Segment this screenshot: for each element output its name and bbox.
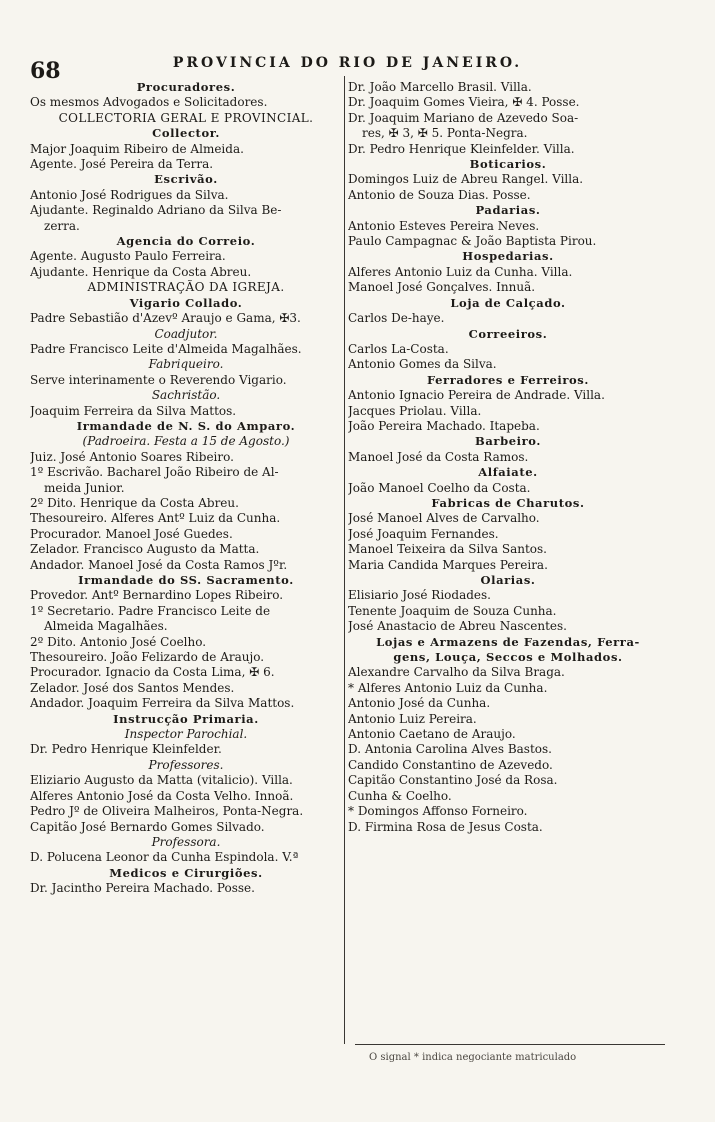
column-rule [344, 76, 345, 1044]
entry-line: Serve interinamente o Reverendo Vigario. [30, 372, 287, 387]
section-heading: Medicos e Cirurgiões. [109, 865, 263, 880]
entry-line: Andador. Joaquim Ferreira da Silva Mattos. [30, 696, 295, 711]
entry-line: Tenente Joaquim de Souza Cunha. [348, 603, 557, 618]
entry-line: Carlos La-Costa. [348, 341, 449, 356]
entry-line: * Domingos Affonso Forneiro. [348, 804, 528, 819]
entry-line: Dr. Pedro Henrique Kleinfelder. Villa. [348, 141, 575, 156]
entry-line: Candido Constantino de Azevedo. [348, 757, 553, 772]
entry-line: Eliziario Augusto da Matta (vitalicio). Villa. [30, 773, 293, 788]
entry-line: 1º Escrivão. Bacharel João Ribeiro de Al- [30, 465, 279, 480]
section-heading: Ferradores e Ferreiros. [427, 372, 589, 387]
entry-line: Antonio Esteves Pereira Neves. [348, 218, 540, 233]
entry-line: Dr. Joaquim Mariano de Azevedo Soa- [348, 110, 579, 125]
entry-line: Carlos De-haye. [348, 311, 445, 326]
subheading: Sachristão. [151, 388, 221, 403]
entry-line: Padre Francisco Leite d'Almeida Magalhães. [30, 341, 302, 356]
entry-line: Dr. Jacintho Pereira Machado. Posse. [30, 881, 255, 896]
section-heading: Collector. [152, 126, 220, 141]
section-heading: Irmandade de N. S. do Amparo. [76, 418, 296, 433]
entry-line: Domingos Luiz de Abreu Rangel. Villa. [348, 172, 584, 187]
entry-line: Major Joaquim Ribeiro de Almeida. [30, 141, 244, 156]
entry-line: Antonio José Rodrigues da Silva. [30, 187, 229, 202]
subheading: Fabriqueiro. [148, 357, 224, 372]
entry-line: D. Polucena Leonor da Cunha Espindola. V.ª [30, 850, 299, 865]
entry-line: Capitão José Bernardo Gomes Silvado. [30, 819, 265, 834]
entry-line: Capitão Constantino José da Rosa. [348, 773, 558, 788]
entry-line: meida Junior. [44, 480, 125, 495]
entry-line: Antonio Luiz Pereira. [348, 711, 477, 726]
entry-line: Antonio de Souza Dias. Posse. [348, 187, 531, 202]
section-heading: Alfaiate. [478, 465, 538, 480]
entry-line: Provedor. Antº Bernardino Lopes Ribeiro. [30, 588, 284, 603]
entry-line: Manoel Teixeira da Silva Santos. [348, 542, 547, 557]
section-heading: Boticarios. [469, 157, 547, 172]
entry-line: Thesoureiro. Alferes Antº Luiz da Cunha. [30, 511, 281, 526]
subheading: Inspector Parochial. [124, 727, 248, 742]
entry-line: Manoel José Gonçalves. Innuã. [348, 280, 536, 295]
section-heading: Padarias. [475, 203, 541, 218]
left-column [30, 80, 342, 897]
entry-line: Cunha & Coelho. [348, 788, 452, 803]
section-heading: Vigario Collado. [129, 295, 243, 310]
entry-line: Ajudante. Henrique da Costa Abreu. [30, 264, 252, 279]
section-heading: Loja de Calçado. [450, 295, 566, 310]
entry-line: D. Antonia Carolina Alves Bastos. [348, 742, 552, 757]
page-number: 68 [30, 58, 61, 84]
section-heading: ADMINISTRAÇÃO DA IGREJA. [87, 280, 285, 295]
section-heading: Lojas e Armazens de Fazendas, Ferra- [376, 634, 640, 649]
section-heading: Barbeiro. [475, 434, 541, 449]
footnote-text: O signal * indica negociante matriculado [369, 1052, 577, 1063]
section-heading: gens, Louça, Seccos e Molhados. [393, 650, 623, 665]
entry-line: Antonio Gomes da Silva. [348, 357, 497, 372]
entry-line: Jacques Priolau. Villa. [348, 403, 482, 418]
section-heading: Olarias. [480, 573, 536, 587]
entry-line: Juiz. José Antonio Soares Ribeiro. [30, 449, 234, 464]
section-heading: Hospedarias. [462, 249, 554, 264]
section-heading: Correeiros. [468, 326, 548, 341]
section-heading: Procuradores. [136, 80, 236, 94]
entry-line: Alferes Antonio José da Costa Velho. Innoã. [30, 788, 294, 803]
entry-line: 1º Secretario. Padre Francisco Leite de [30, 603, 271, 618]
entry-line: Antonio José da Cunha. [348, 696, 491, 711]
entry-line: José Manoel Alves de Carvalho. [348, 511, 540, 526]
entry-line: João Manoel Coelho da Costa. [348, 480, 531, 495]
entry-line: Agente. Augusto Paulo Ferreira. [30, 249, 226, 264]
entry-line: Manoel José da Costa Ramos. [348, 449, 529, 464]
entry-line: Procurador. Ignacio da Costa Lima, ✠ 6. [30, 665, 275, 680]
entry-line: zerra. [44, 218, 80, 233]
entry-line: Agente. José Pereira da Terra. [30, 157, 214, 172]
entry-line: Elisiario José Riodades. [348, 588, 491, 603]
entry-line: 2º Dito. Henrique da Costa Abreu. [30, 495, 239, 510]
entry-line: Andador. Manoel José da Costa Ramos Jºr. [30, 557, 288, 572]
footnote [355, 1044, 665, 1063]
entry-line: João Pereira Machado. Itapeba. [348, 418, 540, 433]
subheading: Professores. [148, 757, 224, 772]
right-column [348, 80, 668, 835]
entry-line: D. Firmina Rosa de Jesus Costa. [348, 819, 543, 834]
entry-line: Dr. João Marcello Brasil. Villa. [348, 80, 532, 94]
entry-line: Alferes Antonio Luiz da Cunha. Villa. [348, 264, 573, 279]
entry-line: Antonio Caetano de Araujo. [348, 727, 516, 742]
subheading: Professora. [151, 834, 221, 849]
entry-line: Pedro Jº de Oliveira Malheiros, Ponta-Negra. [30, 804, 304, 819]
entry-line: Dr. Joaquim Gomes Vieira, ✠ 4. Posse. [348, 95, 580, 110]
entry-line: Alexandre Carvalho da Silva Braga. [348, 665, 565, 680]
entry-line: Antonio Ignacio Pereira de Andrade. Villa. [348, 388, 605, 403]
entry-line: Procurador. Manoel José Guedes. [30, 526, 233, 541]
entry-line: José Joaquim Fernandes. [348, 526, 499, 541]
entry-line: Zelador. José dos Santos Mendes. [30, 680, 235, 695]
entry-line: Joaquim Ferreira da Silva Mattos. [30, 403, 237, 418]
entry-line: Maria Candida Marques Pereira. [348, 557, 548, 572]
section-heading: Escrivão. [154, 172, 218, 187]
section-heading: Fabricas de Charutos. [431, 495, 585, 510]
entry-line: * Alferes Antonio Luiz da Cunha. [348, 680, 548, 695]
entry-line: Dr. Pedro Henrique Kleinfelder. [30, 742, 222, 757]
section-heading: Irmandade do SS. Sacramento. [78, 573, 294, 587]
entry-line: 2º Dito. Antonio José Coelho. [30, 634, 207, 649]
entry-line: José Anastacio de Abreu Nascentes. [348, 619, 567, 634]
running-head: PROVINCIA DO RIO DE JANEIRO. [172, 55, 523, 71]
entry-line: Os mesmos Advogados e Solicitadores. [30, 95, 268, 110]
subheading: Coadjutor. [154, 326, 218, 341]
entry-line: Thesoureiro. João Felizardo de Araujo. [30, 650, 265, 665]
entry-line: Paulo Campagnac & João Baptista Pirou. [348, 234, 597, 249]
section-heading: Agencia do Correio. [116, 234, 256, 249]
section-heading: COLLECTORIA GERAL E PROVINCIAL. [58, 110, 314, 125]
entry-line: res, ✠ 3, ✠ 5. Ponta-Negra. [362, 126, 528, 141]
entry-line: Almeida Magalhães. [44, 619, 168, 634]
entry-line: Ajudante. Reginaldo Adriano da Silva Be- [30, 203, 282, 218]
section-heading: Instrucção Primaria. [113, 711, 259, 726]
subheading: (Padroeira. Festa a 15 de Agosto.) [82, 434, 290, 449]
entry-line: Zelador. Francisco Augusto da Matta. [30, 542, 260, 557]
entry-line: Padre Sebastião d'Azevº Araujo e Gama, ✠3. [30, 311, 301, 326]
